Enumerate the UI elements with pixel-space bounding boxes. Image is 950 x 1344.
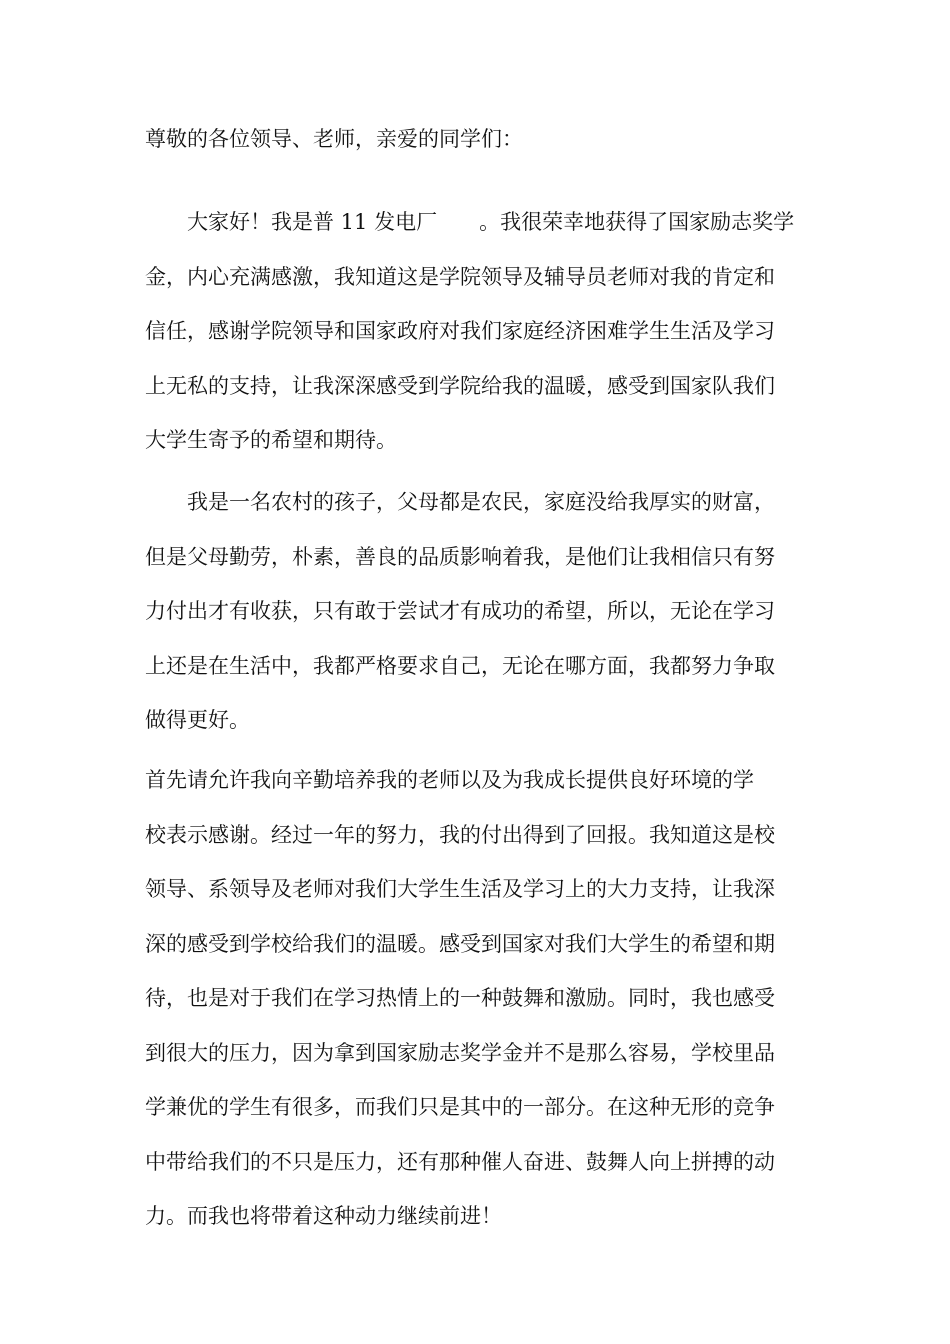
paragraph-3-line: 学兼优的学生有很多，而我们只是其中的一部分。在这种无形的竞争	[145, 1095, 775, 1119]
paragraph-3-line: 中带给我们的不只是压力，还有那种催人奋进、鼓舞人向上拼搏的动	[145, 1149, 775, 1174]
paragraph-3-line: 力。而我也将带着这种动力继续前进！	[145, 1204, 502, 1228]
paragraph-3-line: 领导、系领导及老师对我们大学生生活及学习上的大力支持，让我深	[145, 877, 775, 901]
paragraph-2-line: 做得更好。	[145, 708, 250, 732]
paragraph-1-line: 金，内心充满感激，我知道这是学院领导及辅导员老师对我的肯定和	[145, 264, 775, 289]
paragraph-3-line: 校表示感谢。经过一年的努力，我的付出得到了回报。我知道这是校	[145, 822, 775, 847]
paragraph-3-line: 到很大的压力，因为拿到国家励志奖学金并不是那么容易，学校里品	[145, 1040, 775, 1065]
paragraph-1-line: 大家好！我是普 11 发电厂 。我很荣幸地获得了国家励志奖学	[187, 210, 795, 234]
paragraph-2-line: 我是一名农村的孩子，父母都是农民，家庭没给我厚实的财富，	[187, 490, 775, 514]
paragraph-1-line: 信任，感谢学院领导和国家政府对我们家庭经济困难学生生活及学习	[145, 319, 775, 343]
paragraph-2	[145, 475, 807, 748]
salutation: 尊敬的各位领导、老师，亲爱的同学们：	[145, 127, 523, 151]
paragraph-3	[145, 753, 807, 1244]
paragraph-1	[145, 195, 807, 468]
paragraph-2-line: 上还是在生活中，我都严格要求自己，无论在哪方面，我都努力争取	[145, 653, 775, 678]
paragraph-1-line: 大学生寄予的希望和期待。	[145, 428, 397, 452]
paragraph-3-line: 深的感受到学校给我们的温暖。感受到国家对我们大学生的希望和期	[145, 931, 775, 956]
paragraph-2-line: 力付出才有收获，只有敢于尝试才有成功的希望，所以，无论在学习	[145, 599, 775, 623]
paragraph-3-line: 首先请允许我向辛勤培养我的老师以及为我成长提供良好环境的学	[145, 768, 754, 792]
paragraph-1-line: 上无私的支持，让我深深感受到学院给我的温暖，感受到国家队我们	[145, 373, 775, 398]
paragraph-2-line: 但是父母勤劳，朴素，善良的品质影响着我，是他们让我相信只有努	[145, 544, 775, 569]
paragraph-3-line: 待，也是对于我们在学习热情上的一种鼓舞和激励。同时，我也感受	[145, 986, 775, 1010]
